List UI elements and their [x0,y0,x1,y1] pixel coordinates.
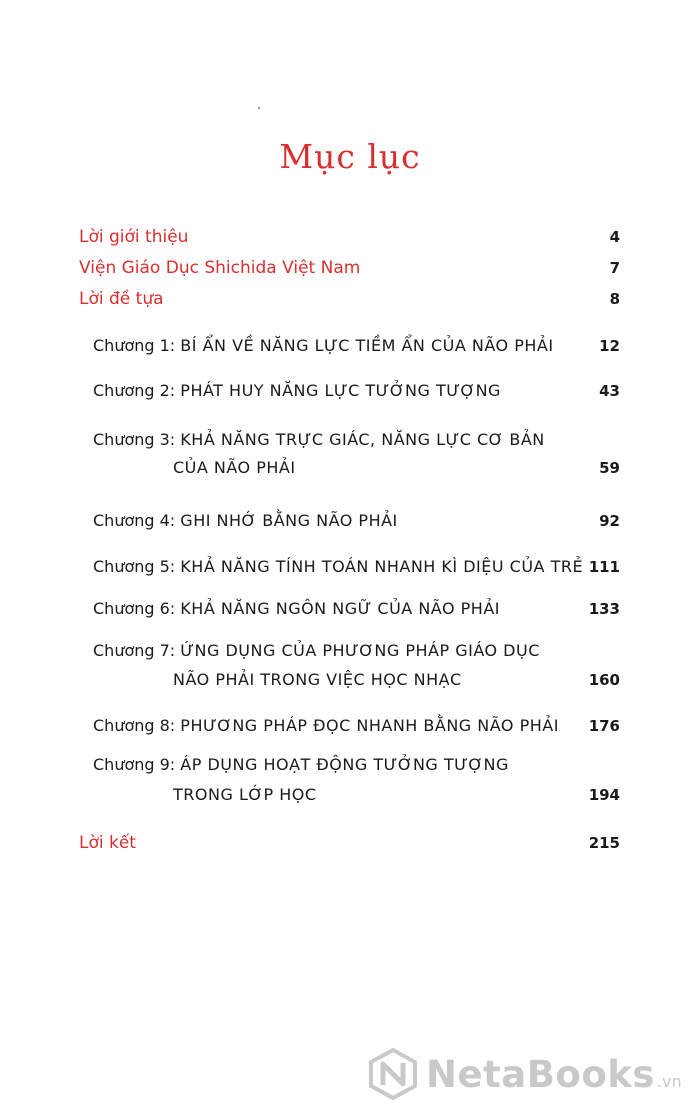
toc-page-number: 194 [588,786,620,804]
chapter-line [93,381,501,400]
chapter-title: GHI NHỚ BẰNG NÃO PHẢI [180,511,398,530]
specks [258,107,260,109]
toc-chapter-entry[interactable] [93,557,620,576]
chapter-line [93,336,554,355]
toc-end-label: Lời kết [79,833,136,853]
toc-page-number: 111 [588,558,620,576]
chapter-title-continued: TRONG LỚP HỌC [173,785,317,804]
toc-front-label: Lời giới thiệu [79,227,189,247]
chapter-title-continued: CỦA NÃO PHẢI [173,458,296,477]
watermark [368,1048,682,1100]
toc-chapter-entry[interactable] [93,381,620,400]
chapter-line [93,641,540,660]
chapter-line [93,511,398,530]
watermark-suffix: .vn [656,1071,682,1091]
chapter-title: KHẢ NĂNG TRỰC GIÁC, NĂNG LỰC CƠ BẢN [180,430,545,449]
chapter-line [93,716,559,735]
toc-page-number: 92 [599,512,620,530]
chapter-title: ÁP DỤNG HOẠT ĐỘNG TƯỞNG TƯỢNG [180,755,509,774]
toc-page-number: 59 [599,459,620,477]
toc-page-number: 12 [599,337,620,355]
chapter-line [93,599,500,618]
toc-front-label: Viện Giáo Dục Shichida Việt Nam [79,258,361,278]
chapter-label: Chương 5: [93,557,176,576]
chapter-title: ỨNG DỤNG CỦA PHƯƠNG PHÁP GIÁO DỤC [180,641,540,660]
toc-chapter-entry[interactable] [93,716,620,735]
toc-chapter-entry[interactable] [93,755,620,804]
toc-page-number: 7 [609,259,620,277]
chapter-label: Chương 6: [93,599,176,618]
chapter-label: Chương 4: [93,511,176,530]
chapter-title: PHƯƠNG PHÁP ĐỌC NHANH BẰNG NÃO PHẢI [180,716,559,735]
toc-front-entry[interactable] [79,258,620,278]
chapter-title: PHÁT HUY NĂNG LỰC TƯỞNG TƯỢNG [180,381,501,400]
toc-chapter-entry[interactable] [93,599,620,618]
chapter-line [93,557,583,576]
chapter-label: Chương 3: [93,430,176,449]
toc-chapter-entry[interactable] [93,511,620,530]
chapter-label: Chương 9: [93,755,176,774]
toc-end-entry[interactable] [79,833,620,853]
chapter-title: BÍ ẨN VỀ NĂNG LỰC TIỀM ẨN CỦA NÃO PHẢI [180,336,554,355]
toc-page-number: 160 [588,671,620,689]
chapter-label: Chương 7: [93,641,176,660]
toc-page-number: 8 [609,290,620,308]
chapter-title: KHẢ NĂNG TÍNH TOÁN NHANH KÌ DIỆU CỦA TRẺ [180,557,584,576]
chapter-label: Chương 8: [93,716,176,735]
toc-page-number: 176 [588,717,620,735]
toc-page-number: 215 [588,834,620,852]
toc-front-entry[interactable] [79,289,620,309]
chapter-label: Chương 2: [93,381,176,400]
chapter-title: KHẢ NĂNG NGÔN NGỮ CỦA NÃO PHẢI [180,599,500,618]
toc-page-number: 4 [609,228,620,246]
toc-chapter-entry[interactable] [93,430,620,477]
chapter-title-continued: NÃO PHẢI TRONG VIỆC HỌC NHẠC [173,670,462,689]
chapter-line [93,755,509,774]
toc-page-number: 43 [599,382,620,400]
toc-front-label: Lời đề tựa [79,289,164,309]
netabooks-logo-icon [368,1048,418,1100]
watermark-brand: NetaBooks [426,1052,655,1096]
toc-chapter-entry[interactable] [93,641,620,689]
page-title: Mục lục [279,137,421,176]
toc-page-number: 133 [588,600,620,618]
toc-front-entry[interactable] [79,227,620,247]
chapter-label: Chương 1: [93,336,176,355]
chapter-line [93,430,545,449]
toc-chapter-entry[interactable] [93,336,620,355]
